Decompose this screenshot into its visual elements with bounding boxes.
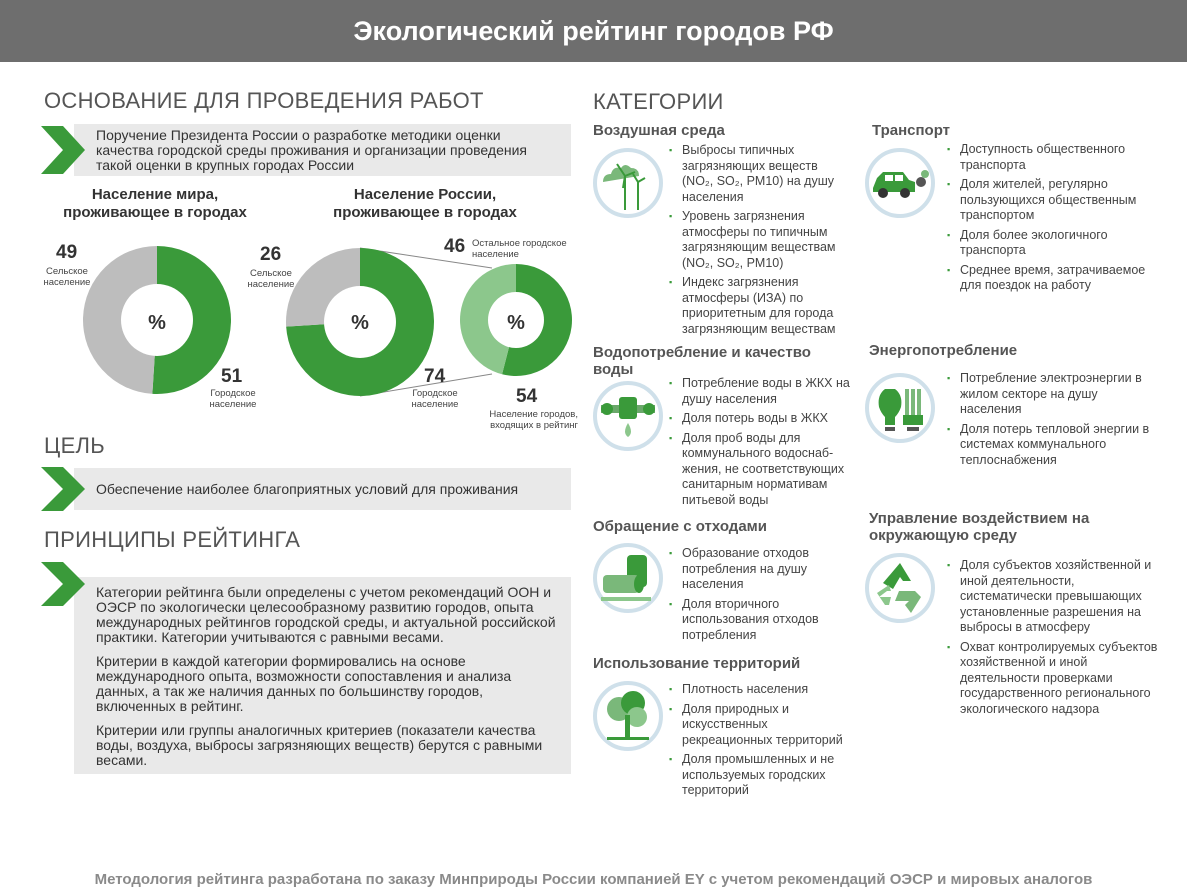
- energy-list: [960, 371, 1160, 472]
- env-title: Управление воздействием на окружающую среду: [869, 510, 1090, 544]
- air-list: [682, 143, 852, 341]
- principles-p2: Критерии в каждой категории формировались на основе международного опыта, возможности сопоставления и анализа данных, а так же наличия данных по большинству городов, включенных в рейтинг.: [96, 653, 512, 714]
- waste-list: [682, 546, 852, 647]
- energy-item: ▪ Потребление электроэнергии в жилом секторе на душу населения: [960, 371, 1160, 418]
- recycle-icon: [865, 553, 935, 623]
- chevron-right-icon: [41, 562, 85, 606]
- russia-urban-label: Городское население: [411, 388, 459, 410]
- principles-p1: Категории рейтинга были определены с учетом рекомендаций ООН и ОЭСР по экологически целесообразному развитию городов, опыта международных рейтингов городской среды, и актуальной российской практики. Категории учитываются с равными весами.: [96, 584, 556, 645]
- russia-urban-value: 74: [424, 366, 446, 387]
- water-item: ▪ Доля проб воды для коммунального водоснаб-жения, не соответствующих санитарным нормативам питьевой воды: [682, 431, 858, 509]
- russia-rural-value: 26: [260, 244, 282, 265]
- air-title: Воздушная среда: [593, 122, 725, 139]
- env-list: [960, 558, 1160, 721]
- transport-title: Транспорт: [872, 122, 951, 139]
- env-item: ▪ Охват контролируемых субъектов хозяйственной и иной деятельности проверками государственного регионального экологического надзора: [960, 640, 1160, 718]
- air-item: ▪ Выбросы типичных загрязняющих веществ (NO₂, SO₂, PM10) на душу населения: [682, 143, 852, 205]
- barrel-icon: [593, 543, 663, 613]
- basis-text: Поручение Президента России о разработке методики оценки качества городской среды проживания и организации проведения такой оценки в крупных городах России: [96, 127, 527, 173]
- other-urban-label: Остальное городское население: [472, 238, 567, 260]
- world-urban-label: Городское население: [209, 388, 257, 410]
- world-rural-label: Сельское население: [43, 266, 91, 288]
- basis-heading: ОСНОВАНИЕ ДЛЯ ПРОВЕДЕНИЯ РАБОТ: [44, 88, 484, 113]
- water-list: [682, 376, 858, 512]
- env-item: ▪ Доля субъектов хозяйственной и иной деятельности, систематически превышающих установленные разрешения на выбросы в атмосферу: [960, 558, 1160, 636]
- land-list: [682, 682, 858, 803]
- air-item: ▪ Уровень загрязнения атмосферы по типичным загрязняющим веществам (NO₂, SO₂, PM10): [682, 209, 852, 271]
- land-item: ▪ Плотность населения: [682, 682, 858, 698]
- goal-text: Обеспечение наиболее благоприятных условий для проживания: [96, 481, 519, 497]
- principles-heading: ПРИНЦИПЫ РЕЙТИНГА: [44, 527, 301, 552]
- transport-item: ▪ Доля более экологичного транспорта: [960, 228, 1160, 259]
- car-icon: [865, 148, 935, 218]
- water-item: ▪ Доля потерь воды в ЖКХ: [682, 411, 858, 427]
- principles-p3: Критерии или группы аналогичных критериев (показатели качества воды, воздуха, выбросы загрязняющих веществ) берутся с равными весами.: [96, 722, 543, 768]
- basis-box: [74, 124, 571, 176]
- chevron-right-icon: [41, 126, 85, 174]
- world-chart-title: Население мира, проживающее в городах: [63, 186, 247, 221]
- transport-item: ▪ Среднее время, затрачиваемое для поездок на работу: [960, 263, 1160, 294]
- russia-pct-label: %: [351, 312, 369, 334]
- land-title: Использование территорий: [593, 655, 801, 672]
- transport-item: ▪ Доступность общественного транспорта: [960, 142, 1160, 173]
- tree-icon: [593, 681, 663, 751]
- world-rural-value: 49: [56, 242, 78, 263]
- rated-value: 54: [516, 386, 538, 407]
- goal-heading: ЦЕЛЬ: [44, 433, 106, 458]
- world-pct-label: %: [148, 312, 166, 334]
- russia-chart-title: Население России, проживающее в городах: [333, 186, 517, 221]
- russia-rural-label: Сельское население: [247, 268, 295, 290]
- rated-label: Население городов, входящих в рейтинг: [489, 409, 578, 431]
- world-urban-value: 51: [221, 366, 243, 387]
- footer-note: Методология рейтинга разработана по заказу Минприроды России компанией EY с учетом рекомендаций ОЭСР и мировых аналогов: [94, 871, 1093, 888]
- air-item: ▪ Индекс загрязнения атмосферы (ИЗА) по приоритетным для города загрязняющим веществам: [682, 275, 852, 337]
- transport-item: ▪ Доля жителей, регулярно пользующихся общественным транспортом: [960, 177, 1160, 224]
- energy-title: Энергопотребление: [869, 342, 1018, 359]
- rated-pct-label: %: [507, 312, 525, 334]
- principles-box: [74, 577, 571, 774]
- waste-item: ▪ Образование отходов потребления на душу населения: [682, 546, 852, 593]
- page-title: Экологический рейтинг городов РФ: [0, 0, 1187, 62]
- energy-item: ▪ Доля потерь тепловой энергии в системах коммунального теплоснабжения: [960, 422, 1160, 469]
- categories-heading: КАТЕГОРИИ: [593, 89, 724, 114]
- other-urban-value: 46: [444, 236, 466, 257]
- wind-turbine-icon: [593, 148, 663, 218]
- land-item: ▪ Доля природных и искусственных рекреационных территорий: [682, 702, 858, 749]
- light-bulb-icon: [865, 373, 935, 443]
- chevron-right-icon: [41, 467, 85, 511]
- water-item: ▪ Потребление воды в ЖКХ на душу населения: [682, 376, 858, 407]
- goal-box: [74, 468, 571, 510]
- water-title: Водопотребление и качество воды: [593, 344, 811, 378]
- water-tap-icon: [593, 381, 663, 451]
- waste-item: ▪ Доля вторичного использования отходов потребления: [682, 597, 852, 644]
- land-item: ▪ Доля промышленных и не используемых городских территорий: [682, 752, 858, 799]
- waste-title: Обращение с отходами: [593, 518, 767, 535]
- transport-list: [960, 142, 1160, 298]
